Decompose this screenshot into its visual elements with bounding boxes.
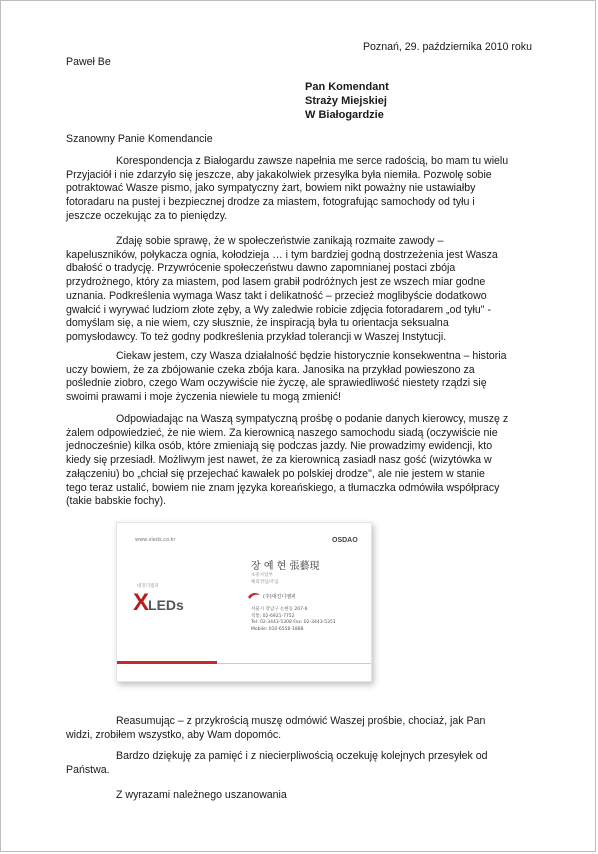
paragraph-line: potraktować Wasze pismo, jako sympatyczny żart, bowiem nikt poważny nie ustawiałby	[66, 182, 476, 195]
paragraph-line: swoimi prawami i moje życzenia niewiele tu mogą zmienić!	[66, 391, 341, 404]
paragraph-line: Przyjaciół i nie zdarzyło się jeszcze, aby jakakolwiek przesyłka była niemiła. Pozwolę sobie	[66, 168, 492, 181]
card-url: www.xleds.co.kr	[135, 537, 176, 543]
paragraph-line: Korespondencja z Białogardu zawsze napełnia me serce radością, bo mam tu wielu	[116, 155, 509, 167]
letter-date: Poznań, 29. października 2010 roku	[362, 41, 532, 53]
paragraph-1	[66, 155, 534, 224]
letter-closing: Z wyrazami należnego uszanowania	[116, 789, 287, 801]
business-card-image	[116, 522, 372, 682]
paragraph-line: Ciekaw jestem, czy Wasza działalność będzie historycznie konsekwentna – historia	[116, 350, 507, 362]
card-logo-subtitle: 대진디엠피	[137, 584, 159, 589]
card-brand-logo: OSDAO	[332, 537, 358, 544]
paragraph-line: Zdaję sobie sprawę, że w społeczeństwie zanikają rozmaite zawody –	[116, 235, 444, 247]
paragraph-line: przydrożnego, który za miastem, pod lasem grabił podróżnych jest ze wszech miar godne	[66, 276, 486, 289]
card-contact-info	[251, 607, 336, 633]
card-person-name: 장 예 현 張藝現	[251, 561, 320, 572]
card-info-line: Mobile: 010-6556-1888	[251, 626, 304, 632]
card-red-bar	[117, 661, 217, 664]
company-swirl-icon	[247, 591, 261, 601]
addressee-line: Straży Miejskiej	[305, 95, 387, 107]
card-info-line: 서울시 강남구 논현동 207-6	[251, 607, 308, 612]
card-info-line: Tel: 02-3443-5308 Fax: 02-3443-5351	[251, 620, 336, 625]
paragraph-line: gwałcić i wyrywać ludziom złote zęby, a Wy zaledwie robicie zdjęcia fotoradarem „od tyłu" -	[66, 303, 492, 316]
paragraph-line: Państwa.	[66, 763, 110, 776]
paragraph-line: Bardzo dziękuję za pamięć i z niecierpliwością oczekuję kolejnych przesyłek od	[116, 750, 488, 762]
card-company: (주)대진디엠피	[263, 594, 296, 600]
card-logo-x: X	[133, 589, 149, 616]
paragraph-3	[66, 350, 534, 405]
letter-sender: Paweł Be	[66, 56, 111, 68]
paragraph-line: dbałość o tradycję. Przywrócenie społeczeństwu dawno zapomnianej postaci zbója	[66, 262, 456, 275]
letter-greeting: Szanowny Panie Komendancie	[66, 133, 213, 145]
addressee-line: Pan Komendant	[305, 81, 389, 93]
card-title-line: 해외영업/주임	[251, 579, 279, 585]
paragraph-line: fotoradaru na pustej i bezpiecznej drodze za miastem, fotografując samochody od tyłu i	[66, 196, 475, 209]
paragraph-4	[66, 413, 534, 509]
paragraph-line: jeszcze oczekując za to pieniędzy.	[66, 209, 228, 222]
paragraph-line: widzi, zrobiłem wszystko, aby Wam dopomóc.	[66, 728, 282, 741]
card-title-line: 초중사업부	[251, 573, 273, 578]
paragraph-line: kiedy się przesiadł. Możliwym jest nawet, że za kierownicą zasiadł nasz gość (wizytówka w	[66, 454, 492, 467]
card-divider	[217, 663, 371, 664]
paragraph-line: Reasumując – z przykrością muszę odmówić Waszej prośbie, chociaż, jak Pan	[116, 715, 486, 727]
paragraph-line: załączeniu) bo „chciał się przejechać kawałek po polskiej drodze", ale nie jestem w stanie	[66, 467, 485, 480]
paragraph-line: Odpowiadając na Waszą sympatyczną prośbę o podanie danych kierowcy, muszę z	[116, 413, 509, 425]
card-info-line: 직통: 02-6921-7752	[251, 613, 295, 619]
paragraph-2	[66, 235, 534, 345]
card-person-title	[251, 573, 279, 586]
card-logo-rest: LEDs	[148, 597, 184, 613]
paragraph-line: poślednie ziobro, czego Wam oczywiście nie życzę, ale sprawiedliwość niestety rządzi się	[66, 377, 487, 390]
paragraph-line: (takie babskie fochy).	[66, 495, 167, 508]
card-logo	[133, 589, 184, 617]
paragraph-line: pomysłodawcy. To też godny podkreślenia przykład tolerancji w Waszej Instytucji.	[66, 330, 447, 343]
paragraph-line: żalem odpowiedzieć, że nie wiem. Za kierownicą naszego samochodu siadą (oczywiście nie	[66, 426, 498, 439]
paragraph-line: tego teraz ustalić, bowiem nie znam języka koreańskiego, a tłumaczka odmówiła współpracy	[66, 481, 500, 494]
paragraph-line: uczy bowiem, że za zbójowanie czeka zbója kara. Janosika na przykład powieszono za	[66, 363, 475, 376]
paragraph-line: uznania. Podkreślenia wymaga Wasz takt i delikatność – przecież moglibyście dodatkowo	[66, 289, 487, 302]
paragraph-line: kapeluszników, połykacza ognia, kołodzieja … i tym bardziej godną dostrzeżenia jest Wasza	[66, 248, 498, 261]
letter-addressee	[305, 80, 389, 122]
paragraph-line: domyślam się, a nie wiem, czy słusznie, że inspiracją była tu orientacja seksualna	[66, 317, 449, 330]
paragraph-line: jednocześnie) kilka osób, które zmieniają się podczas jazdy. Nie prowadzimy ewidencji, kto	[66, 440, 493, 453]
paragraph-6	[66, 750, 534, 777]
addressee-line: W Białogardzie	[305, 109, 384, 121]
paragraph-5	[66, 715, 534, 742]
